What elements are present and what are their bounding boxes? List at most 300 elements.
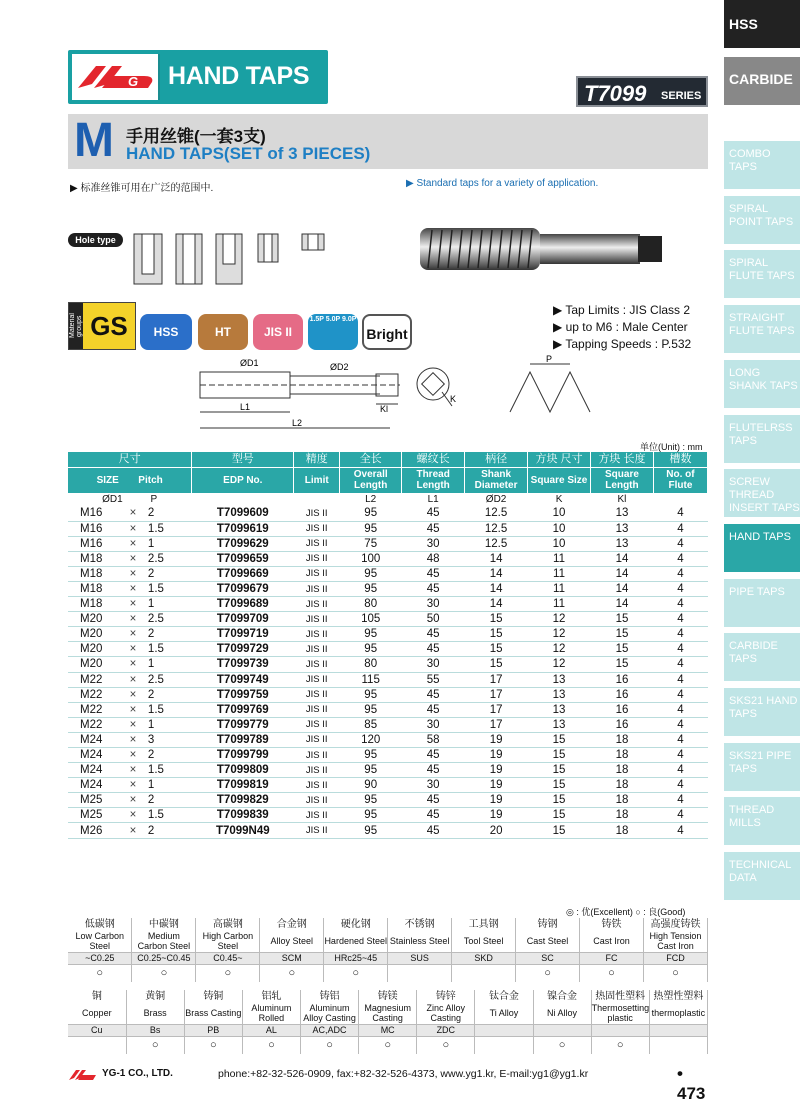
material-cell: 铜: [68, 990, 126, 1002]
table-row: [68, 627, 708, 642]
table-cell: M18: [68, 597, 124, 612]
th-cn-edp: 型号: [192, 452, 294, 467]
table-cell: M16: [68, 536, 124, 551]
table-cell: 45: [402, 506, 465, 521]
table-cell: 1.5: [142, 763, 192, 778]
th-en-edp: EDP No.: [192, 467, 294, 493]
table-cell: ×: [124, 506, 142, 521]
table-cell: M24: [68, 763, 124, 778]
th-cn-overall: 全长: [340, 452, 402, 467]
table-cell: 10: [528, 506, 591, 521]
table-cell: M20: [68, 627, 124, 642]
series-code: T7099: [584, 81, 647, 106]
table-cell: 1.5: [142, 521, 192, 536]
table-cell: 14: [465, 551, 528, 566]
material-cell: 热塑性塑料: [649, 990, 707, 1002]
table-cell: 80: [340, 597, 402, 612]
material-cell: [475, 1024, 533, 1036]
material-cell: Low Carbon Steel: [68, 930, 132, 952]
table-cell: 14: [465, 597, 528, 612]
table-cell: 17: [465, 717, 528, 732]
table-cell: 19: [465, 732, 528, 747]
th-en-flute: No. of Flute: [653, 467, 707, 493]
table-cell: 1.5: [142, 581, 192, 596]
table-row: [68, 702, 708, 717]
table-cell: T7099839: [192, 808, 294, 823]
yg1-footer-logo: [68, 1068, 98, 1082]
spec-tapping-speeds: ▶ Tapping Speeds : P.532: [553, 337, 692, 351]
table-cell: ×: [124, 612, 142, 627]
table-cell: ×: [124, 778, 142, 793]
material-cell: AL: [242, 1024, 300, 1036]
table-cell: ×: [124, 657, 142, 672]
table-cell: 14: [591, 551, 654, 566]
table-cell: 19: [465, 748, 528, 763]
th-sym-k: K: [528, 493, 591, 506]
material-cell: Hardened Steel: [324, 930, 388, 952]
table-cell: 2: [142, 823, 192, 838]
label-l2: L2: [292, 418, 303, 428]
material-cell: ZDC: [417, 1024, 475, 1036]
table-cell: 4: [653, 536, 707, 551]
material-cell: MC: [359, 1024, 417, 1036]
material-cell: PB: [184, 1024, 242, 1036]
sidebar-item-straight-flute-taps[interactable]: STRAIGHT FLUTE TAPS: [724, 305, 800, 353]
table-cell: JIS II: [294, 657, 340, 672]
table-cell: 2.5: [142, 551, 192, 566]
table-cell: T7099609: [192, 506, 294, 521]
th-sym-flute: [653, 493, 707, 506]
table-cell: ×: [124, 793, 142, 808]
materials-row-mark: [68, 964, 708, 982]
table-row: [68, 612, 708, 627]
th-sym-kl: Kl: [591, 493, 654, 506]
table-cell: 1.5: [142, 702, 192, 717]
table-cell: 2: [142, 627, 192, 642]
table-cell: 4: [653, 581, 707, 596]
badge-bright: Bright: [362, 314, 412, 350]
table-cell: 58: [402, 732, 465, 747]
table-cell: 2: [142, 793, 192, 808]
table-cell: 3: [142, 732, 192, 747]
table-cell: 4: [653, 597, 707, 612]
material-cell: Stainless Steel: [388, 930, 452, 952]
table-cell: 20: [465, 823, 528, 838]
table-cell: 4: [653, 717, 707, 732]
badge-pitch-range: 1.5P 5.0P 9.0P: [308, 314, 358, 350]
material-cell: Ti Alloy: [475, 1002, 533, 1024]
material-cell: SCM: [260, 952, 324, 964]
table-cell: ×: [124, 763, 142, 778]
table-cell: M24: [68, 732, 124, 747]
table-cell: 14: [591, 566, 654, 581]
table-cell: 2.5: [142, 672, 192, 687]
material-cell: ○: [643, 964, 707, 982]
table-cell: JIS II: [294, 808, 340, 823]
table-cell: 13: [528, 672, 591, 687]
material-cell: [475, 1036, 533, 1054]
tap-spec-table: [68, 452, 708, 839]
th-en-limit: Limit: [294, 467, 340, 493]
table-cell: 1: [142, 778, 192, 793]
material-cell: [68, 1036, 126, 1054]
table-cell: 45: [402, 793, 465, 808]
material-cell: ○: [324, 964, 388, 982]
th-en-shank: Shank Diameter: [465, 467, 528, 493]
table-cell: JIS II: [294, 597, 340, 612]
table-cell: 4: [653, 808, 707, 823]
table-cell: T7099729: [192, 642, 294, 657]
table-row: [68, 521, 708, 536]
material-cell: Alloy Steel: [260, 930, 324, 952]
label-d1: ØD1: [240, 358, 259, 368]
material-cell: [452, 964, 516, 982]
badge-jis-ii: JIS II: [253, 314, 303, 350]
sidebar-item-thread-mills[interactable]: THREAD MILLS: [724, 797, 800, 845]
legend: ◎ : 优(Excellent) ○ : 良(Good): [566, 907, 686, 917]
table-cell: 15: [528, 732, 591, 747]
material-cell: ○: [533, 1036, 591, 1054]
table-cell: M24: [68, 748, 124, 763]
table-cell: M25: [68, 793, 124, 808]
table-cell: 18: [591, 732, 654, 747]
label-k: K: [450, 394, 457, 404]
table-cell: 16: [591, 687, 654, 702]
material-cell: Bs: [126, 1024, 184, 1036]
table-cell: M20: [68, 657, 124, 672]
material-cell: Ni Alloy: [533, 1002, 591, 1024]
table-cell: 19: [465, 793, 528, 808]
table-cell: 95: [340, 808, 402, 823]
material-cell: FC: [580, 952, 644, 964]
note-cn: ▶ 标准丝锥可用在广泛的范围中.: [70, 183, 214, 194]
table-cell: 30: [402, 597, 465, 612]
table-row: [68, 506, 708, 521]
table-cell: 18: [591, 808, 654, 823]
material-cell: [388, 964, 452, 982]
table-cell: 45: [402, 566, 465, 581]
table-cell: 12.5: [465, 536, 528, 551]
table-cell: JIS II: [294, 687, 340, 702]
table-cell: 2: [142, 748, 192, 763]
sidebar-item-combo-taps[interactable]: COMBO TAPS: [724, 141, 800, 189]
table-cell: ×: [124, 642, 142, 657]
material-cell: 铸铁: [580, 918, 644, 930]
table-cell: M25: [68, 808, 124, 823]
table-cell: 1: [142, 717, 192, 732]
table-cell: JIS II: [294, 763, 340, 778]
table-cell: 100: [340, 551, 402, 566]
material-group-label: Material groups: [69, 303, 83, 349]
table-cell: T7099749: [192, 672, 294, 687]
table-cell: 15: [465, 642, 528, 657]
table-cell: T7099779: [192, 717, 294, 732]
table-row: [68, 581, 708, 596]
th-sym-size: ØD1 P: [68, 493, 192, 506]
material-cell: 硬化钢: [324, 918, 388, 930]
table-cell: JIS II: [294, 823, 340, 838]
material-cell: 高碳钢: [196, 918, 260, 930]
material-cell: ○: [132, 964, 196, 982]
table-cell: M20: [68, 612, 124, 627]
hole-type-diagrams: [132, 232, 332, 288]
material-cell: 铸铜: [184, 990, 242, 1002]
material-cell: 中碳钢: [132, 918, 196, 930]
material-cell: Cu: [68, 1024, 126, 1036]
dimension-drawing: [180, 352, 610, 436]
sidebar-item-technical-data[interactable]: TECHNICAL DATA: [724, 852, 800, 900]
table-cell: T7099759: [192, 687, 294, 702]
material-cell: C0.25~C0.45: [132, 952, 196, 964]
table-cell: ×: [124, 566, 142, 581]
table-cell: 1.5: [142, 808, 192, 823]
table-cell: 2: [142, 566, 192, 581]
table-cell: M16: [68, 521, 124, 536]
table-cell: 120: [340, 732, 402, 747]
badge-hss: HSS: [140, 314, 192, 350]
table-cell: 16: [591, 702, 654, 717]
table-cell: 1.5: [142, 642, 192, 657]
series-word: SERIES: [661, 90, 702, 102]
table-cell: 30: [402, 778, 465, 793]
hole-type-label: Hole type: [68, 233, 123, 247]
table-cell: 105: [340, 612, 402, 627]
table-cell: 95: [340, 627, 402, 642]
table-cell: 45: [402, 823, 465, 838]
table-cell: 15: [528, 763, 591, 778]
table-cell: 95: [340, 642, 402, 657]
table-cell: 15: [591, 612, 654, 627]
material-group-code: GS: [83, 303, 135, 349]
table-cell: M22: [68, 717, 124, 732]
table-cell: 12: [528, 612, 591, 627]
table-cell: 17: [465, 672, 528, 687]
table-cell: 12: [528, 642, 591, 657]
sidebar-item-hand-taps[interactable]: HAND TAPS: [724, 524, 800, 572]
material-cell: [649, 1024, 707, 1036]
material-cell: Thermosetting plastic: [591, 1002, 650, 1023]
table-cell: 45: [402, 808, 465, 823]
table-cell: 12.5: [465, 506, 528, 521]
table-row: [68, 748, 708, 763]
materials-row-en: [68, 1002, 708, 1024]
sidebar-item-spiral-flute-taps[interactable]: SPIRAL FLUTE TAPS: [724, 250, 800, 298]
materials-row-sym: [68, 1024, 708, 1036]
label-p: P: [546, 354, 553, 364]
material-cell: SKD: [452, 952, 516, 964]
table-cell: 12: [528, 657, 591, 672]
sidebar-item-sks21-hand-taps[interactable]: SKS21 HAND TAPS: [724, 688, 800, 736]
table-row: [68, 808, 708, 823]
table-cell: 15: [528, 808, 591, 823]
material-cell: ○: [359, 1036, 417, 1054]
table-cell: 45: [402, 521, 465, 536]
table-cell: M20: [68, 642, 124, 657]
sidebar-item-sks21-pipe-taps[interactable]: SKS21 PIPE TAPS: [724, 743, 800, 791]
th-cn-size: 尺寸: [68, 452, 192, 467]
table-cell: 45: [402, 627, 465, 642]
table-cell: JIS II: [294, 717, 340, 732]
table-cell: 14: [591, 597, 654, 612]
spec-male-center: ▶ up to M6 : Male Center: [553, 320, 688, 334]
material-cell: SC: [516, 952, 580, 964]
table-cell: 4: [653, 823, 707, 838]
table-cell: 4: [653, 551, 707, 566]
table-row: [68, 732, 708, 747]
sidebar-item-screw-thread-insert-taps[interactable]: SCREW THREAD INSERT TAPS: [724, 469, 800, 517]
material-cell: 工具钢: [452, 918, 516, 930]
table-cell: 4: [653, 672, 707, 687]
material-cell: 铸锌: [417, 990, 475, 1002]
sidebar-item-spiral-point-taps[interactable]: SPIRAL POINT TAPS: [724, 196, 800, 244]
material-cell: ○: [242, 1036, 300, 1054]
sidebar-tab-hss[interactable]: HSS: [724, 0, 800, 48]
section-letter: M: [74, 114, 114, 167]
table-cell: JIS II: [294, 732, 340, 747]
table-row: [68, 763, 708, 778]
table-cell: 4: [653, 687, 707, 702]
title-en: HAND TAPS(SET of 3 PIECES): [126, 144, 371, 163]
table-cell: 95: [340, 748, 402, 763]
material-cell: Tool Steel: [452, 930, 516, 952]
table-row: [68, 657, 708, 672]
materials-row-cn: [68, 990, 708, 1002]
sidebar-tab-carbide[interactable]: CARBIDE: [724, 57, 800, 105]
th-en-thread: Thread Length: [402, 467, 465, 493]
table-cell: 4: [653, 506, 707, 521]
th-cn-flute: 槽数: [653, 452, 707, 467]
spec-tap-limits: ▶ Tap Limits : JIS Class 2: [553, 303, 691, 317]
th-sym-l2: L2: [340, 493, 402, 506]
table-cell: M24: [68, 778, 124, 793]
table-cell: 30: [402, 657, 465, 672]
table-cell: 15: [465, 627, 528, 642]
table-row: [68, 566, 708, 581]
table-cell: ×: [124, 808, 142, 823]
table-cell: 15: [591, 627, 654, 642]
title-band: [68, 114, 708, 169]
table-row: [68, 793, 708, 808]
material-cell: 铸铝: [301, 990, 359, 1002]
material-cell: Aluminum Rolled: [242, 1002, 300, 1024]
material-cell: ○: [196, 964, 260, 982]
brand-title: HAND TAPS: [168, 62, 310, 90]
hand-tap-illustration: [410, 222, 670, 276]
th-sym-limit: [294, 493, 340, 506]
table-cell: 11: [528, 566, 591, 581]
page-number: • 473: [677, 1064, 706, 1103]
table-cell: M22: [68, 672, 124, 687]
table-cell: T7099679: [192, 581, 294, 596]
table-cell: T7099669: [192, 566, 294, 581]
material-cell: ○: [301, 1036, 359, 1054]
table-cell: T7099719: [192, 627, 294, 642]
material-cell: [649, 1036, 707, 1054]
table-cell: 95: [340, 763, 402, 778]
table-cell: ×: [124, 536, 142, 551]
materials-table-2: [68, 990, 708, 1054]
table-cell: M26: [68, 823, 124, 838]
table-cell: JIS II: [294, 521, 340, 536]
table-cell: M22: [68, 687, 124, 702]
table-cell: M18: [68, 551, 124, 566]
table-cell: 2: [142, 687, 192, 702]
table-row: [68, 687, 708, 702]
materials-table-1: [68, 918, 708, 982]
table-row: [68, 672, 708, 687]
th-sym-d2: ØD2: [465, 493, 528, 506]
th-en-overall: Overall Length: [340, 467, 402, 493]
table-cell: ×: [124, 627, 142, 642]
table-cell: JIS II: [294, 566, 340, 581]
table-cell: ×: [124, 732, 142, 747]
th-en-square-size: Square Size: [528, 467, 591, 493]
table-cell: JIS II: [294, 642, 340, 657]
material-cell: 镍合金: [533, 990, 591, 1002]
table-cell: 13: [591, 506, 654, 521]
table-cell: ×: [124, 717, 142, 732]
table-cell: 18: [591, 748, 654, 763]
material-cell: 合金钢: [260, 918, 324, 930]
materials-row-mark: [68, 1036, 708, 1054]
sidebar-item-long-shank-taps[interactable]: LONG SHANK TAPS: [724, 360, 800, 408]
table-cell: 55: [402, 672, 465, 687]
material-cell: ○: [516, 964, 580, 982]
label-l1: L1: [240, 402, 251, 412]
table-cell: 13: [528, 717, 591, 732]
table-cell: T7099619: [192, 521, 294, 536]
table-cell: 16: [591, 717, 654, 732]
table-cell: JIS II: [294, 672, 340, 687]
table-cell: 2.5: [142, 612, 192, 627]
table-cell: 4: [653, 732, 707, 747]
th-en-size: SIZE Pitch: [68, 467, 192, 493]
material-cell: ○: [184, 1036, 242, 1054]
table-cell: 18: [591, 778, 654, 793]
table-cell: JIS II: [294, 612, 340, 627]
table-cell: JIS II: [294, 551, 340, 566]
series-badge: [576, 76, 708, 107]
table-cell: 13: [528, 687, 591, 702]
table-cell: 4: [653, 748, 707, 763]
table-cell: 30: [402, 717, 465, 732]
material-cell: Aluminum Alloy Casting: [301, 1002, 359, 1024]
table-cell: ×: [124, 597, 142, 612]
sidebar-item-carbide-taps[interactable]: CARBIDE TAPS: [724, 633, 800, 681]
material-cell: AC,ADC: [301, 1024, 359, 1036]
table-cell: M22: [68, 702, 124, 717]
th-cn-thread: 螺纹长: [402, 452, 465, 467]
material-cell: 高强度铸铁: [643, 918, 707, 930]
material-cell: High Tension Cast Iron: [643, 930, 707, 952]
table-cell: 95: [340, 521, 402, 536]
material-cell: 低碳钢: [68, 918, 132, 930]
material-cell: C0.45~: [196, 952, 260, 964]
material-cell: Cast Steel: [516, 930, 580, 952]
materials-row-sym: [68, 952, 708, 964]
table-cell: 15: [591, 642, 654, 657]
table-cell: 4: [653, 521, 707, 536]
table-row: [68, 597, 708, 612]
table-cell: 4: [653, 642, 707, 657]
table-cell: 11: [528, 551, 591, 566]
sidebar-item-pipe-taps[interactable]: PIPE TAPS: [724, 579, 800, 627]
material-cell: Copper: [68, 1002, 126, 1024]
table-cell: 10: [528, 536, 591, 551]
table-cell: ×: [124, 687, 142, 702]
sidebar-item-flutelrss-taps[interactable]: FLUTELRSS TAPS: [724, 415, 800, 463]
table-cell: JIS II: [294, 748, 340, 763]
